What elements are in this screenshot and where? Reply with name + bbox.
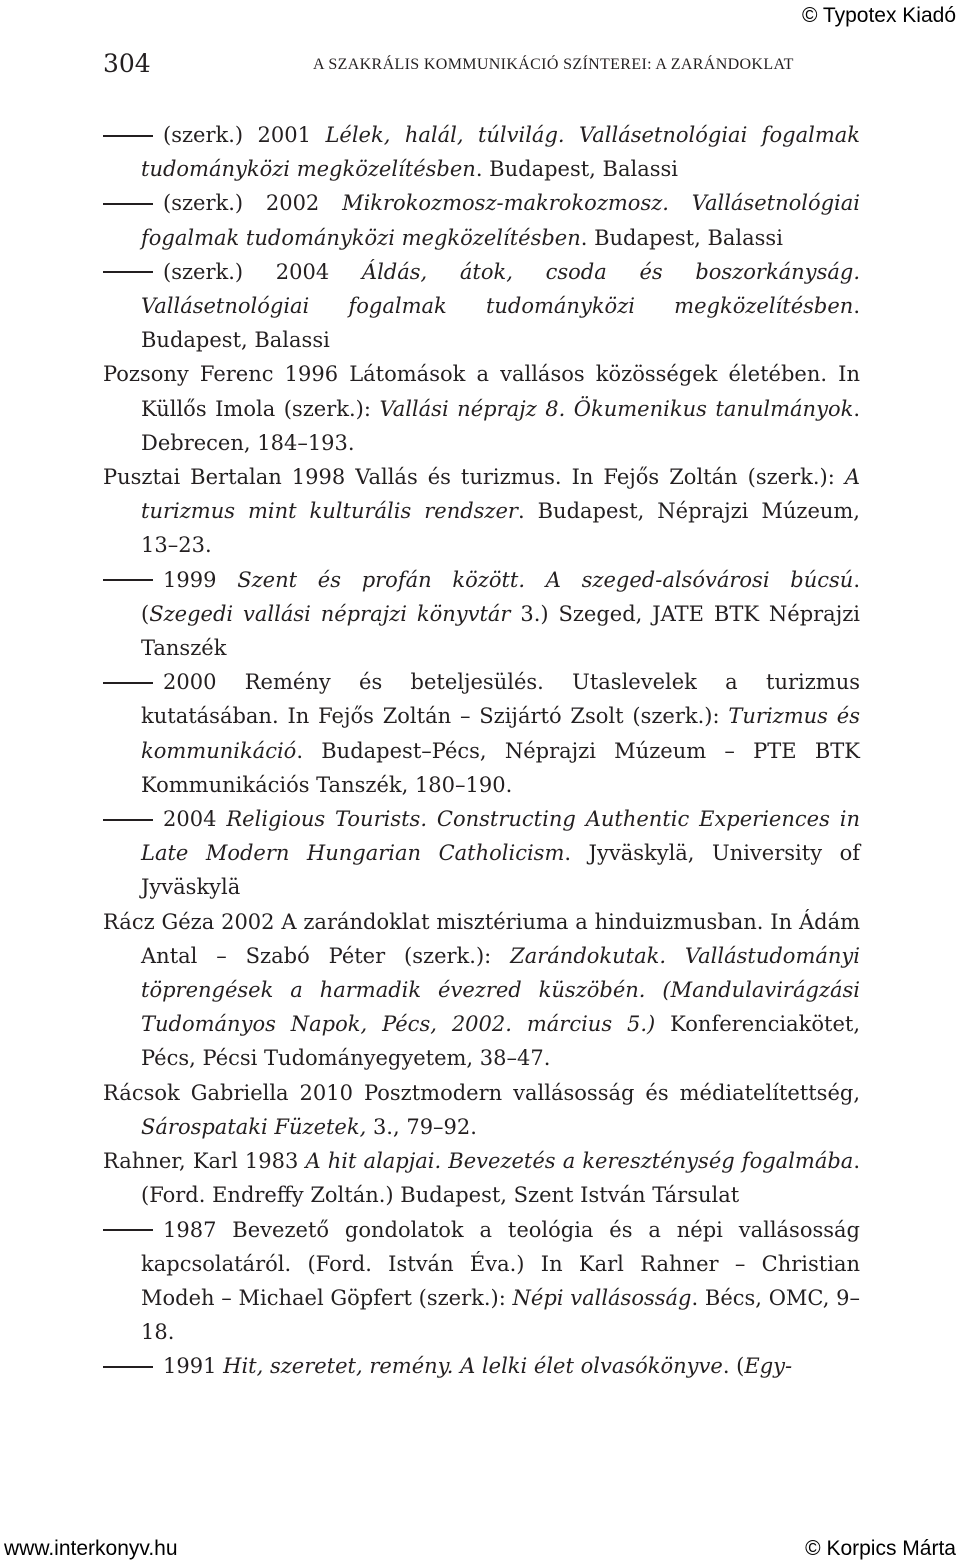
- reference-entry: [103, 1349, 860, 1383]
- reference-text: . Budapest, Néprajzi Múzeum, 13–23.: [141, 499, 860, 558]
- reference-title: Mikrokozmosz-makrokozmosz. Vallásetnológiai fogalmak tudományközi megközelítésben: [141, 191, 860, 250]
- reference-text: Pozsony Ferenc 1996 Látomások a vallásos közösségek életében. In Küllős Imola (szerk.):: [103, 362, 860, 421]
- reference-text: (szerk.) 2001: [163, 123, 326, 147]
- reference-text: . Bécs, OMC, 9–18.: [141, 1285, 860, 1345]
- ditto-dash: [103, 1229, 153, 1231]
- reference-title: A hit alapjai. Bevezetés a kereszténység fogalmába: [305, 1149, 854, 1174]
- reference-text: 1991: [163, 1354, 224, 1379]
- reference-title: Hit, szeretet, remény. A lelki élet olvasókönyve: [223, 1354, 723, 1379]
- reference-text: . (Ford. Endreffy Zoltán.) Budapest, Szent István Társulat: [141, 1149, 860, 1208]
- reference-entry: [103, 802, 860, 905]
- reference-text: 1987 Bevezető gondolatok a teológia és a népi vallásosság kapcsolatáról. (Ford. István Éva.) In Karl Rahner – Christian Modeh – Michael Göpfert (szerk.):: [141, 1217, 860, 1310]
- reference-title: Sárospataki Füzetek,: [141, 1114, 367, 1139]
- reference-text: Rácz Géza 2002 A zarándoklat misztériuma a hinduizmusban. In Ádám Antal – Szabó Péter (szerk.):: [103, 909, 860, 968]
- reference-title: Egy-: [744, 1354, 793, 1379]
- reference-text: . Budapest–Pécs, Néprajzi Múzeum – PTE BTK Kommunikációs Tanszék, 180–190.: [141, 738, 860, 797]
- reference-entry: [103, 118, 860, 186]
- reference-entry: [103, 1213, 860, 1350]
- reference-text: Rahner, Karl 1983: [103, 1149, 306, 1174]
- reference-title: Népi vallásosság: [512, 1285, 692, 1310]
- reference-entry: [103, 255, 860, 358]
- reference-entry: [103, 1144, 860, 1212]
- reference-title: Vallási néprajz 8. Ökumenikus tanulmányok: [379, 396, 854, 421]
- ditto-dash: [103, 135, 153, 137]
- ditto-dash: [103, 819, 153, 821]
- reference-text: Pusztai Bertalan 1998 Vallás és turizmus. In Fejős Zoltán (szerk.):: [103, 465, 845, 490]
- reference-text: (szerk.) 2002: [163, 191, 343, 216]
- reference-entry: [103, 1076, 860, 1144]
- reference-text: Konferenciakötet, Pécs, Pécsi Tudományegyetem, 38–47.: [141, 1012, 860, 1071]
- reference-text: 3.) Szeged, JATE BTK Néprajzi Tanszék: [141, 601, 860, 661]
- bibliography-list: [103, 118, 860, 1384]
- reference-text: 2000 Remény és beteljesülés. Utaslevelek a turizmus kutatásában. In Fejős Zoltán – Szijártó Zsolt (szerk.):: [141, 670, 860, 729]
- reference-title: Turizmus és kommunikáció: [141, 704, 860, 763]
- reference-text: . Jyväskylä, University of Jyväskylä: [141, 841, 860, 900]
- reference-text: 3., 79–92.: [366, 1114, 477, 1139]
- reference-text: . Budapest, Balassi: [141, 294, 860, 353]
- ditto-dash: [103, 203, 153, 205]
- reference-title: Religious Tourists. Constructing Authentic Experiences in Late Modern Hungarian Catholicism: [141, 807, 860, 866]
- reference-title: Áldás, átok, csoda és boszorkányság. Vallásetnológiai fogalmak tudományközi megközelítésben: [141, 259, 860, 319]
- reference-entry: [103, 563, 860, 666]
- reference-entry: [103, 460, 860, 563]
- ditto-dash: [103, 271, 153, 273]
- reference-text: Rácsok Gabriella 2010 Posztmodern vallásosság és médiatelítettség,: [103, 1080, 860, 1105]
- reference-title: A turizmus mint kulturális rendszer: [141, 465, 860, 524]
- reference-text: . Budapest, Balassi: [475, 157, 678, 182]
- reference-title: Szegedi vallási néprajzi könyvtár: [149, 601, 511, 626]
- reference-text: 2004: [163, 807, 227, 832]
- reference-title: Szent és profán között. A szeged-alsóvárosi búcsú: [237, 567, 854, 592]
- watermark-website[interactable]: www.interkonyv.hu: [4, 1537, 178, 1560]
- reference-entry: [103, 905, 860, 1076]
- watermark-publisher: © Typotex Kiadó: [801, 4, 956, 27]
- reference-text: . (: [722, 1354, 745, 1379]
- reference-text: . Debrecen, 184–193.: [141, 396, 861, 455]
- reference-text: . (: [141, 567, 860, 626]
- running-title: A SZAKRÁLIS KOMMUNIKÁCIÓ SZÍNTEREI: A ZARÁNDOKLAT: [313, 56, 794, 73]
- watermark-author: © Korpics Márta: [805, 1537, 956, 1560]
- ditto-dash: [103, 1366, 153, 1368]
- reference-text: (szerk.) 2004: [163, 259, 362, 284]
- reference-entry: [103, 665, 860, 802]
- page-number: 304: [103, 49, 151, 78]
- reference-title: Lélek, halál, túlvilág. Vallásetnológiai fogalmak tudományközi megközelítésben: [141, 123, 861, 182]
- ditto-dash: [103, 579, 153, 581]
- reference-entry: [103, 357, 860, 460]
- reference-text: . Budapest, Balassi: [580, 225, 783, 250]
- reference-entry: [103, 186, 860, 254]
- reference-title: Zarándokutak. Vallástudományi töprengések a harmadik évezred küszöbén. (Mandulavirágzási Tudományos Napok, Pécs, 2002. március 5.): [141, 943, 860, 1037]
- reference-text: 1999: [163, 567, 238, 592]
- ditto-dash: [103, 682, 153, 684]
- running-header: [103, 47, 860, 81]
